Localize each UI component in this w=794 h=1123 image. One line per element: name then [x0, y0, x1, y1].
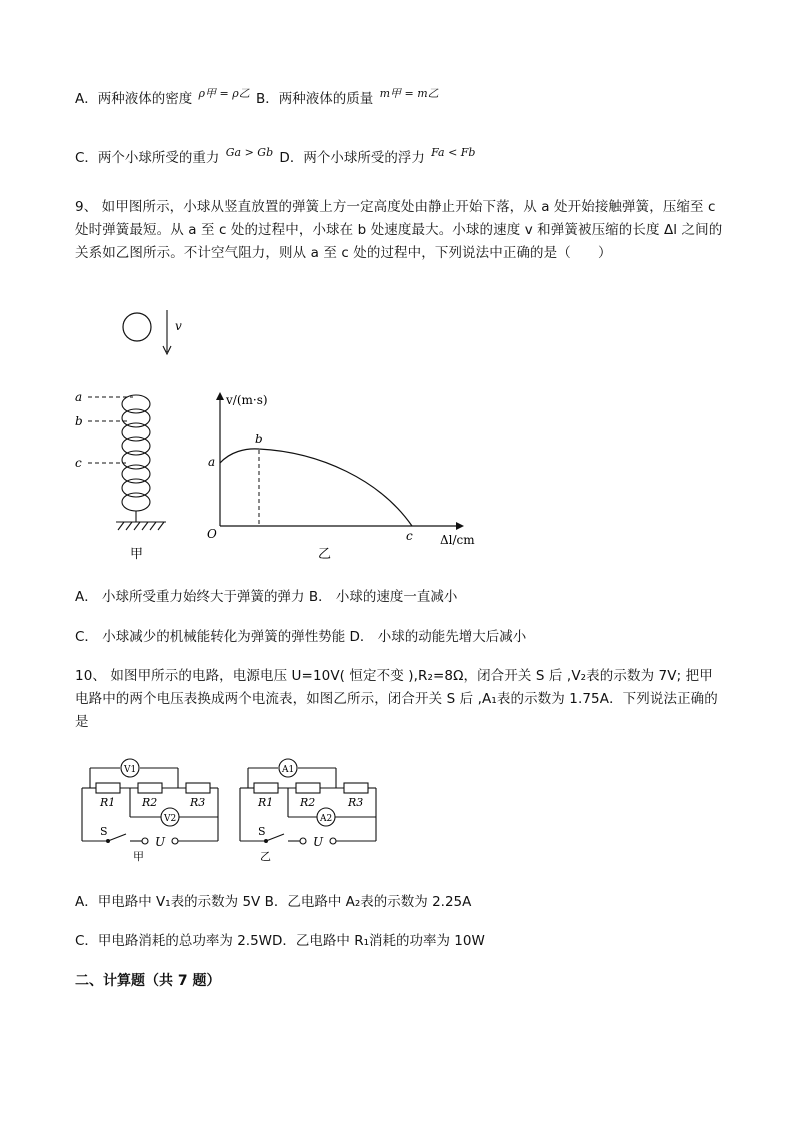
- circuit-jia: [78, 755, 228, 865]
- meter-v2-label: V2: [164, 814, 177, 824]
- meter-a2-label: A2: [320, 814, 333, 824]
- circuit-yi: [236, 755, 386, 865]
- label-c: c: [75, 456, 82, 470]
- q8-option-a-text: A．两种液体的密度: [75, 91, 193, 107]
- x-axis-label: Δl/cm: [440, 533, 475, 547]
- q8-option-c-text: C．两个小球所受的重力: [75, 150, 220, 166]
- q8-option-c-formula: Ga > Gb: [225, 146, 274, 159]
- figure-jia-caption: 甲: [130, 547, 144, 562]
- meter-v1-label: V1: [124, 765, 137, 775]
- q10-options-cd: C．甲电路消耗的总功率为 2.5WD．乙电路中 R₁消耗的功率为 10W: [75, 933, 485, 949]
- spring-icon: [122, 395, 150, 522]
- source-label: U: [313, 835, 324, 849]
- q9-options-ab: A． 小球所受重力始终大于弹簧的弹力 B． 小球的速度一直减小: [75, 589, 458, 605]
- section-heading: 二、计算题（共 7 题）: [75, 973, 221, 989]
- q9-stem: 9、 如甲图所示，小球从竖直放置的弹簧上方一定高度处由静止开始下落，从 a 处开始接触弹簧，压缩至 c 处时弹簧最短。从 a 至 c 处的过程中，小球在 b 处速度最大。小球的速度 v 和弹簧被压缩的长度 Δl 之间的关系如乙图所示。不计空气阻力，则从 a 至 c 处的过程中，下列说法中正确的是（ ）: [75, 199, 723, 261]
- graph-label-c: c: [406, 529, 413, 543]
- q8-option-a-formula: ρ甲 = ρ乙: [198, 87, 250, 100]
- r3-label: R3: [190, 796, 206, 809]
- q8-option-b-formula: m甲 = m乙: [379, 87, 439, 100]
- q9-options-cd: C． 小球减少的机械能转化为弹簧的弹性势能 D． 小球的动能先增大后减小: [75, 629, 527, 645]
- circuit-jia-caption: 甲: [133, 850, 144, 863]
- label-b: b: [75, 414, 83, 428]
- q8-option-d-formula: Fa < Fb: [431, 146, 476, 159]
- q8-options-cd: [75, 147, 477, 170]
- label-a: a: [75, 390, 83, 404]
- r2-label: R2: [300, 796, 316, 809]
- circuit-yi-caption: 乙: [260, 850, 271, 863]
- meter-a1-label: A1: [282, 765, 295, 775]
- switch-label: S: [258, 825, 266, 838]
- y-axis-label: v/(m·s): [226, 393, 268, 407]
- graph-label-b: b: [255, 432, 263, 446]
- r1-label: R1: [100, 796, 116, 809]
- q9-figure: [60, 300, 480, 570]
- r2-label: R2: [142, 796, 158, 809]
- q8-option-b-text: B．两种液体的质量: [256, 91, 374, 107]
- graph-label-a: a: [208, 455, 216, 469]
- r1-label: R1: [258, 796, 274, 809]
- ground-icon: [116, 522, 166, 530]
- velocity-label: v: [175, 319, 182, 333]
- q8-options-ab: [75, 88, 441, 111]
- velocity-curve: [220, 449, 412, 526]
- switch-label: S: [100, 825, 108, 838]
- q8-option-d-text: D．两个小球所受的浮力: [279, 150, 425, 166]
- r3-label: R3: [348, 796, 364, 809]
- ball-icon: [123, 313, 151, 341]
- q10-stem: 10、 如图甲所示的电路，电源电压 U=10V( 恒定不变 ),R₂=8Ω，闭合开关 S 后 ,V₂表的示数为 7V; 把甲电路中的两个电压表换成两个电流表，如图乙所示，闭合开关 S 后 ,A₁表的示数为 1.75A．下列说法正确的是: [75, 668, 718, 730]
- source-label: U: [155, 835, 166, 849]
- q10-options-ab: A．甲电路中 V₁表的示数为 5V B．乙电路中 A₂表的示数为 2.25A: [75, 894, 472, 910]
- figure-yi-caption: 乙: [318, 547, 332, 562]
- origin-label: O: [207, 527, 217, 541]
